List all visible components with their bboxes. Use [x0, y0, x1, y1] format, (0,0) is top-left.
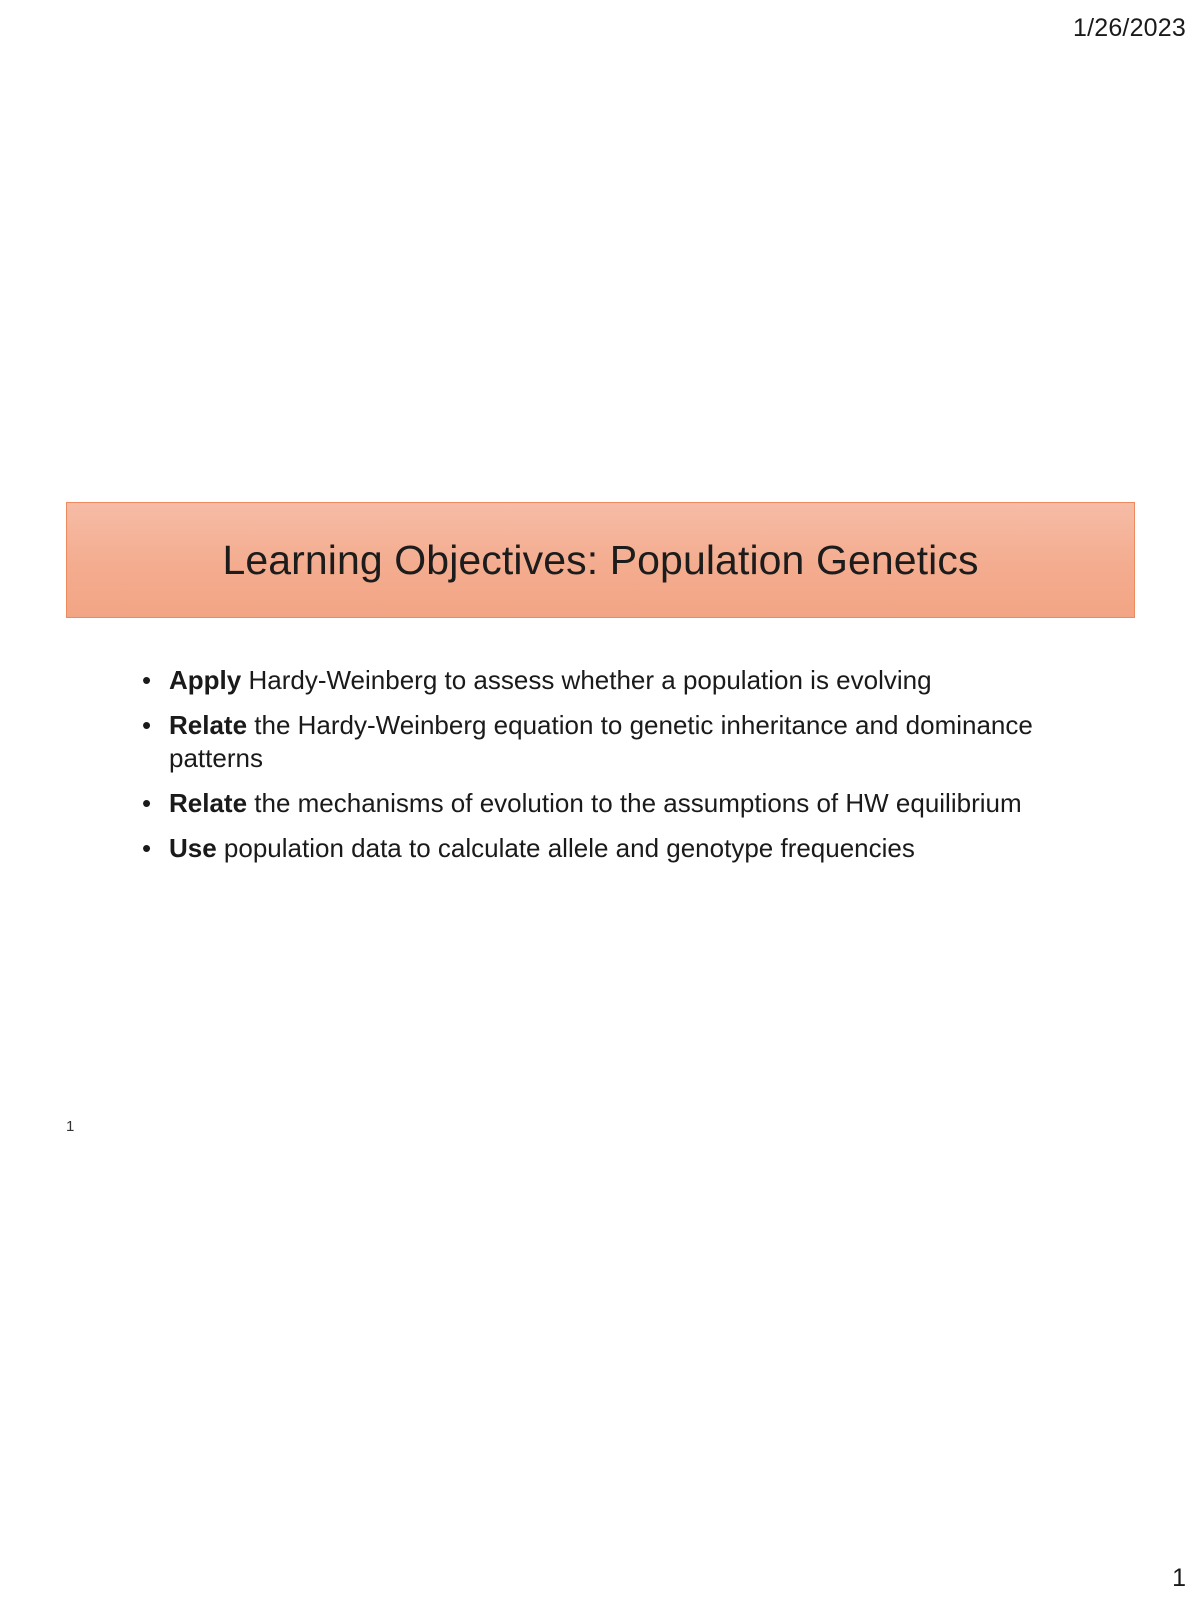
slide-number: 1 — [66, 1118, 75, 1135]
objective-text: Hardy-Weinberg to assess whether a population is evolving — [241, 665, 932, 695]
objective-verb: Relate — [169, 710, 248, 740]
objective-text: the Hardy-Weinberg equation to genetic inheritance and dominance patterns — [169, 710, 1033, 773]
bullet-icon: • — [142, 833, 152, 863]
slide-title: Learning Objectives: Population Genetics — [222, 536, 979, 583]
objective-item — [142, 832, 1042, 865]
objective-text: population data to calculate allele and genotype frequencies — [216, 833, 915, 863]
bullet-icon: • — [142, 788, 152, 818]
objectives-list — [142, 664, 1042, 877]
objective-verb: Relate — [169, 788, 248, 818]
objective-item — [142, 787, 1042, 820]
bullet-icon: • — [142, 710, 152, 740]
objective-item — [142, 664, 1042, 697]
bullet-icon: • — [142, 665, 152, 695]
objective-item — [142, 709, 1042, 775]
objective-verb: Apply — [169, 665, 242, 695]
objective-verb: Use — [169, 833, 217, 863]
date-stamp: 1/26/2023 — [1072, 14, 1186, 42]
slide-title-box — [66, 502, 1135, 618]
page-number: 1 — [1172, 1564, 1186, 1592]
objective-text: the mechanisms of evolution to the assumptions of HW equilibrium — [247, 788, 1022, 818]
